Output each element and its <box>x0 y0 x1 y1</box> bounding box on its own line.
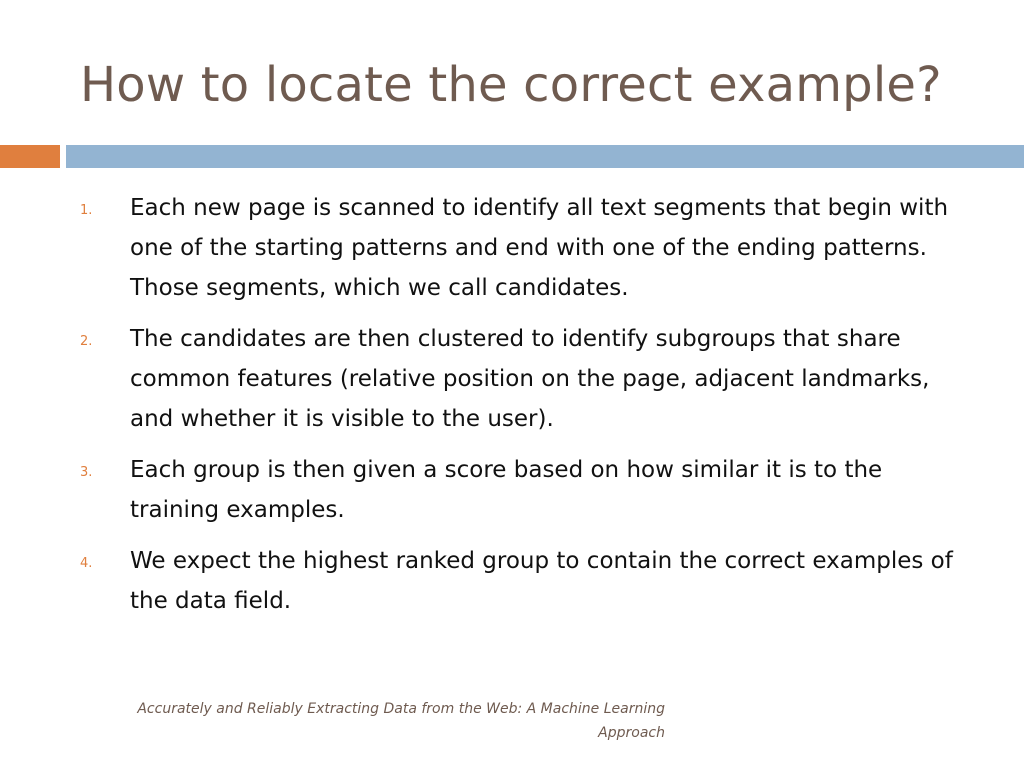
list-item-number: 3. <box>80 465 93 480</box>
list-item-number: 1. <box>80 203 93 218</box>
list-item-number: 4. <box>80 556 93 571</box>
slide-footer: Accurately and Reliably Extracting Data from the Web: A Machine Learning Approach <box>137 701 665 741</box>
list-item-number: 2. <box>80 334 93 349</box>
list-item <box>80 188 970 308</box>
list-item-text: Each new page is scanned to identify all text segments that begin with one of the starting patterns and end with one of the ending patterns. Those segments, which we call candidates. <box>130 195 949 301</box>
list-item <box>80 541 970 621</box>
list-item <box>80 319 970 439</box>
list-item-text: Each group is then given a score based on how similar it is to the training examples. <box>130 457 883 523</box>
numbered-list <box>80 188 970 632</box>
accent-bar <box>0 145 60 168</box>
slide-title: How to locate the correct example? <box>80 57 942 113</box>
list-item <box>80 450 970 530</box>
title-divider-bar <box>66 145 1024 168</box>
list-item-text: We expect the highest ranked group to contain the correct examples of the data field. <box>130 548 953 614</box>
list-item-text: The candidates are then clustered to identify subgroups that share common features (relative position on the page, adjacent landmarks, and whether it is visible to the user). <box>130 326 930 432</box>
